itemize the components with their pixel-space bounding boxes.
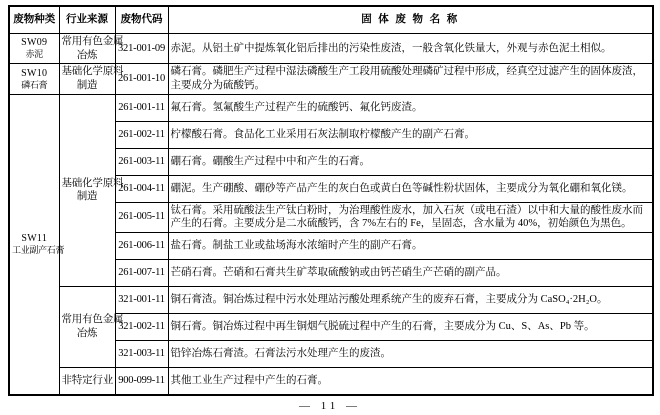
waste-code: 261-003-11: [115, 148, 168, 175]
industry-cell: 非特定行业: [59, 367, 115, 395]
waste-name: 铅锌冶炼石膏渣。石膏法污水处理产生的废渣。: [168, 340, 653, 367]
table-row: [9, 64, 653, 94]
category-id: SW09: [21, 37, 48, 49]
waste-name: 其他工业生产过程中产生的石膏。: [168, 367, 653, 395]
category-cell-sw10: [9, 64, 59, 94]
waste-code: 321-002-11: [115, 313, 168, 340]
waste-name: 赤泥。从铝土矿中提炼氧化铝后排出的污染性废渣，一般含氧化铁量大，外观与赤色泥土相似。: [168, 34, 653, 64]
table-row: [9, 94, 653, 121]
table-row: [9, 286, 653, 313]
waste-name: 铜石膏渣。铜冶炼过程中污水处理站污酸处理系统产生的废弃石膏，主要成分为 CaSO₄·2H₂O。: [168, 286, 653, 313]
waste-code: 261-007-11: [115, 259, 168, 286]
industry-cell: 常用有色金属 冶炼: [59, 286, 115, 367]
waste-code: 321-001-11: [115, 286, 168, 313]
waste-name: 柠檬酸石膏。食品化工业采用石灰法制取柠檬酸产生的副产石膏。: [168, 121, 653, 148]
waste-code: 321-001-09: [115, 34, 168, 64]
waste-name: 盐石膏。制盐工业或盐场海水浓缩时产生的副产石膏。: [168, 232, 653, 259]
category-label: 工业副产石膏: [12, 244, 65, 255]
page-number: — 11 —: [298, 400, 362, 412]
category-id: SW11: [21, 232, 48, 244]
waste-name: 硼泥。生产硼酸、硼砂等产品产生的灰白色或黄白色等碱性粉状固体，主要成分为氧化硼和氧化镁。: [168, 175, 653, 202]
header-solid-waste-name: 固 体 废 物 名 称: [168, 6, 653, 34]
waste-code: 261-006-11: [115, 232, 168, 259]
waste-name: 硼石膏。硼酸生产过程中中和产生的石膏。: [168, 148, 653, 175]
waste-classification-table: [8, 5, 654, 396]
waste-code: 261-001-11: [115, 94, 168, 121]
industry-cell: 常用有色金属 冶炼: [59, 34, 115, 64]
industry-cell: 基础化学原料 制造: [59, 64, 115, 94]
waste-name: 芒硝石膏。芒硝和石膏共生矿萃取硫酸钠或由钙芒硝生产芒硝的副产品。: [168, 259, 653, 286]
waste-name: 铜石膏。铜冶炼过程中再生铜烟气脱硫过程中产生的石膏，主要成分为 Cu、S、As、Pb 等。: [168, 313, 653, 340]
table-row: [9, 367, 653, 395]
category-cell-sw09: [9, 34, 59, 64]
waste-code: 261-001-10: [115, 64, 168, 94]
header-row: [9, 6, 653, 34]
header-waste-category: 废物种类: [9, 6, 59, 34]
header-waste-code: 废物代码: [115, 6, 168, 34]
waste-code: 261-004-11: [115, 175, 168, 202]
table-row: [9, 34, 653, 64]
industry-cell: 基础化学原料 制造: [59, 94, 115, 286]
waste-code: 261-005-11: [115, 202, 168, 232]
waste-code: 900-099-11: [115, 367, 168, 395]
category-label: 磷石膏: [21, 79, 48, 90]
category-cell-sw11: [9, 94, 65, 395]
category-label: 赤泥: [25, 49, 43, 60]
waste-name: 钛石膏。采用硫酸法生产钛白粉时，为治理酸性废水，加入石灰（或电石渣）以中和大量的酸性废水而产生的石膏。主要成分是二水硫酸钙，含 7%左右的 Fe，呈固态，含水量为 40%，初始颜色为黑色。: [168, 202, 653, 232]
waste-code: 321-003-11: [115, 340, 168, 367]
header-industry-source: 行业来源: [59, 6, 115, 34]
waste-code: 261-002-11: [115, 121, 168, 148]
waste-name: 磷石膏。磷肥生产过程中湿法磷酸生产工段用硫酸处理磷矿过程中形成，经真空过滤产生的固体废渣，主要成分为硫酸钙。: [168, 64, 653, 94]
waste-name: 氟石膏。氢氟酸生产过程产生的硫酸钙、氟化钙废渣。: [168, 94, 653, 121]
category-id: SW10: [21, 67, 48, 79]
